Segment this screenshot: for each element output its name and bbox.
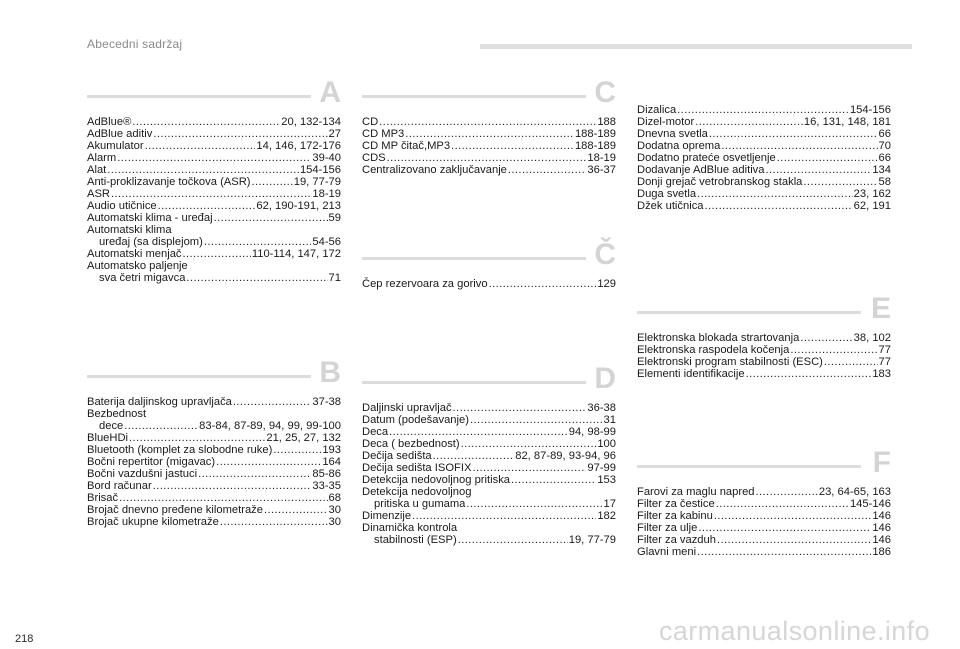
entry-list — [637, 486, 891, 558]
entry-list — [362, 116, 616, 176]
dot-leader — [746, 368, 872, 380]
dot-leader — [198, 468, 311, 480]
entry-pages: 188-189 — [574, 128, 616, 140]
entry-term: Elektronski program stabilnosti (ESC) — [637, 356, 823, 368]
index-entry — [87, 200, 341, 212]
index-entry — [362, 128, 616, 140]
entry-pages: 30 — [328, 504, 341, 516]
section-rule — [362, 257, 586, 260]
entry-pages: 145-146 — [849, 498, 891, 510]
dot-leader — [790, 344, 877, 356]
entry-pages: 71 — [328, 272, 341, 284]
entry-pages: 83-84, 87-89, 94, 99, 99-100 — [199, 420, 341, 432]
entry-term: Centralizovano zaključavanje — [362, 164, 507, 176]
section-rule — [637, 311, 861, 314]
dot-leader — [111, 188, 311, 200]
index-entry — [362, 498, 616, 510]
dot-leader — [824, 356, 878, 368]
entry-term: Filter za kabinu — [637, 510, 713, 522]
section-header — [637, 292, 891, 325]
entry-term: Elementi identifikacije — [637, 368, 745, 380]
section-letter: C — [594, 76, 616, 109]
dot-leader — [511, 474, 596, 486]
entry-term: uređaj (sa displejom) — [99, 236, 203, 248]
entry-term: Dodatna oprema — [637, 140, 721, 152]
index-entry — [87, 396, 341, 408]
index-entry — [362, 522, 616, 534]
dot-leader — [716, 498, 849, 510]
index-entry — [362, 140, 616, 152]
entry-pages: 21, 25, 27, 132 — [266, 432, 341, 444]
dot-leader — [461, 438, 597, 450]
entry-pages: 17 — [603, 498, 616, 510]
dot-leader — [698, 522, 871, 534]
entry-term: Elektronska blokada strartovanja — [637, 332, 800, 344]
entry-pages: 37-38 — [312, 396, 341, 408]
dot-leader — [233, 396, 311, 408]
index-entry — [87, 504, 341, 516]
entry-term: Datum (podešavanje) — [362, 414, 469, 426]
dot-leader — [470, 414, 603, 426]
dot-leader — [153, 128, 327, 140]
entry-term: dece — [99, 420, 124, 432]
entry-term: Filter za ulje — [637, 522, 698, 534]
entry-pages: 18-19 — [312, 188, 341, 200]
index-entry — [637, 164, 891, 176]
index-entry — [362, 510, 616, 522]
entry-term: Bezbednost — [87, 408, 147, 420]
entry-pages: 30 — [328, 516, 341, 528]
entry-pages: 134 — [872, 164, 891, 176]
section-header — [362, 238, 616, 271]
entry-term: Dodavanje AdBlue aditiva — [637, 164, 765, 176]
dot-leader — [695, 116, 803, 128]
dot-leader — [508, 164, 586, 176]
section-d-continued — [637, 104, 891, 212]
index-entry — [362, 152, 616, 164]
section-c-caron — [362, 238, 616, 290]
dot-leader — [145, 140, 256, 152]
entry-pages: 36-38 — [587, 402, 616, 414]
entry-term: Dečija sedišta ISOFIX — [362, 462, 472, 474]
index-entry — [87, 480, 341, 492]
dot-leader — [119, 492, 327, 504]
index-entry — [637, 116, 891, 128]
entry-pages: 66 — [878, 128, 891, 140]
section-letter: B — [319, 356, 341, 389]
section-c — [362, 76, 616, 176]
entry-term: Audio utičnice — [87, 200, 157, 212]
entry-term: Alat — [87, 164, 107, 176]
index-entry — [362, 534, 616, 546]
index-entry — [362, 164, 616, 176]
entry-term: Džek utičnica — [637, 200, 704, 212]
dot-leader — [777, 152, 878, 164]
index-entry — [637, 140, 891, 152]
entry-pages: 54-56 — [312, 236, 341, 248]
entry-pages: 82, 87-89, 93-94, 96 — [515, 450, 616, 462]
dot-leader — [717, 534, 871, 546]
index-entry — [87, 492, 341, 504]
entry-pages: 183 — [872, 368, 891, 380]
entry-pages: 39-40 — [312, 152, 341, 164]
entry-pages: 33-35 — [312, 480, 341, 492]
entry-pages: 154-156 — [849, 104, 891, 116]
entry-pages: 188-189 — [574, 140, 616, 152]
index-entry — [637, 534, 891, 546]
entry-pages: 14, 146, 172-176 — [256, 140, 341, 152]
entry-term: Donji grejač vetrobranskog stakla — [637, 176, 803, 188]
dot-leader — [273, 444, 321, 456]
entry-pages: 66 — [878, 152, 891, 164]
entry-pages: 16, 131, 148, 181 — [803, 116, 891, 128]
entry-term: Čep rezervoara za gorivo — [362, 278, 488, 290]
section-b — [87, 356, 341, 528]
entry-term: Automatski menjač — [87, 248, 182, 260]
entry-term: Filter za čestice — [637, 498, 715, 510]
index-entry — [87, 164, 341, 176]
entry-term: Deca — [362, 426, 389, 438]
entry-pages: 153 — [597, 474, 616, 486]
entry-pages: 23, 64-65, 163 — [818, 486, 891, 498]
entry-pages: 94, 98-99 — [568, 426, 616, 438]
index-entry — [87, 248, 341, 260]
index-entry — [637, 344, 891, 356]
dot-leader — [697, 546, 871, 558]
entry-pages: 38, 102 — [853, 332, 891, 344]
entry-pages: 110-114, 147, 172 — [251, 248, 341, 260]
entry-pages: 97-99 — [587, 462, 616, 474]
section-rule — [637, 465, 861, 468]
index-entry — [362, 438, 616, 450]
index-entry — [362, 450, 616, 462]
entry-term: Farovi za maglu napred — [637, 486, 755, 498]
index-entry — [362, 414, 616, 426]
index-entry — [637, 368, 891, 380]
section-rule — [362, 381, 586, 384]
dot-leader — [709, 128, 878, 140]
entry-pages: 31 — [603, 414, 616, 426]
entry-pages: 154-156 — [299, 164, 341, 176]
dot-leader — [697, 188, 853, 200]
page-header-title: Abecedni sadržaj — [87, 37, 183, 51]
index-entry — [87, 188, 341, 200]
dot-leader — [714, 510, 871, 522]
entry-pages: 188 — [597, 116, 616, 128]
entry-pages: 146 — [872, 522, 891, 534]
dot-leader — [107, 164, 299, 176]
dot-leader — [124, 420, 198, 432]
entry-pages: 19, 77-79 — [293, 176, 341, 188]
entry-pages: 100 — [597, 438, 616, 450]
section-letter: A — [319, 76, 341, 109]
dot-leader — [220, 516, 328, 528]
entry-term: Automatski klima — [87, 224, 172, 236]
entry-pages: 20, 132-134 — [281, 116, 341, 128]
index-entry — [637, 176, 891, 188]
entry-pages: 62, 191 — [853, 200, 891, 212]
entry-pages: 18-19 — [587, 152, 616, 164]
index-entry — [637, 152, 891, 164]
index-entry — [362, 474, 616, 486]
dot-leader — [412, 510, 596, 522]
entry-term: CDS — [362, 152, 386, 164]
dot-leader — [433, 450, 515, 462]
section-d — [362, 362, 616, 546]
index-entry — [362, 486, 616, 498]
entry-pages: 70 — [878, 140, 891, 152]
entry-list — [362, 402, 616, 546]
entry-pages: 146 — [872, 510, 891, 522]
dot-leader — [132, 116, 280, 128]
dot-leader — [803, 176, 877, 188]
entry-term: AdBlue aditiv — [87, 128, 153, 140]
entry-term: Dnevna svetla — [637, 128, 708, 140]
section-rule — [362, 95, 586, 98]
index-entry — [362, 402, 616, 414]
section-header — [87, 76, 341, 109]
index-entry — [637, 546, 891, 558]
entry-pages: 193 — [322, 444, 341, 456]
dot-leader — [451, 140, 574, 152]
index-entry — [637, 356, 891, 368]
dot-leader — [466, 498, 602, 510]
index-entry — [87, 152, 341, 164]
entry-pages: 23, 162 — [853, 188, 891, 200]
entry-pages: 77 — [878, 344, 891, 356]
entry-term: Dizalica — [637, 104, 677, 116]
section-header — [362, 76, 616, 109]
entry-term: Detekcija nedovoljnog pritiska — [362, 474, 511, 486]
dot-leader — [117, 152, 311, 164]
index-entry — [637, 510, 891, 522]
entry-list — [637, 332, 891, 380]
section-header — [637, 446, 891, 479]
index-entry — [87, 516, 341, 528]
section-header — [87, 356, 341, 389]
index-entry — [87, 224, 341, 236]
index-entry — [637, 128, 891, 140]
entry-term: Dodatno prateće osvetljenje — [637, 152, 776, 164]
entry-list — [87, 396, 341, 528]
entry-term: Bord računar — [87, 480, 152, 492]
index-entry — [87, 272, 341, 284]
index-entry — [362, 116, 616, 128]
entry-pages: 77 — [878, 356, 891, 368]
entry-pages: 62, 190-191, 213 — [256, 200, 341, 212]
entry-pages: 58 — [878, 176, 891, 188]
entry-pages: 68 — [328, 492, 341, 504]
entry-term: Duga svetla — [637, 188, 697, 200]
entry-term: Dinamička kontrola — [362, 522, 458, 534]
dot-leader — [800, 332, 852, 344]
dot-leader — [489, 278, 597, 290]
page-number: 218 — [15, 633, 34, 645]
dot-leader — [705, 200, 853, 212]
index-entry — [637, 522, 891, 534]
section-letter: D — [594, 362, 616, 395]
dot-leader — [677, 104, 849, 116]
dot-leader — [204, 236, 312, 248]
index-entry — [87, 212, 341, 224]
index-entry — [637, 486, 891, 498]
entry-term: BlueHDi — [87, 432, 129, 444]
entry-term: Filter za vazduh — [637, 534, 716, 546]
entry-term: Brisač — [87, 492, 119, 504]
dot-leader — [214, 212, 328, 224]
entry-term: CD MP3 — [362, 128, 405, 140]
index-entry — [87, 176, 341, 188]
entry-term: Anti-proklizavanje točkova (ASR) — [87, 176, 251, 188]
index-entry — [362, 426, 616, 438]
entry-term: Brojač ukupne kilometraže — [87, 516, 219, 528]
entry-pages: 59 — [328, 212, 341, 224]
dot-leader — [183, 248, 251, 260]
entry-term: Alarm — [87, 152, 117, 164]
section-header — [362, 362, 616, 395]
entry-term: pritiska u gumama — [374, 498, 466, 510]
entry-term: Brojač dnevno pređene kilometraže — [87, 504, 263, 516]
entry-term: sva četri migavca — [99, 272, 186, 284]
index-entry — [87, 456, 341, 468]
watermark: carmanualsonline.info — [658, 616, 930, 646]
section-a — [87, 76, 341, 284]
dot-leader — [153, 480, 312, 492]
dot-leader — [721, 140, 877, 152]
dot-leader — [458, 534, 568, 546]
index-entry — [87, 128, 341, 140]
index-entry — [637, 200, 891, 212]
entry-term: CD — [362, 116, 379, 128]
entry-pages: 36-37 — [587, 164, 616, 176]
index-entry — [87, 432, 341, 444]
entry-pages: 164 — [322, 456, 341, 468]
index-entry — [87, 468, 341, 480]
section-letter: F — [872, 446, 891, 479]
entry-term: Detekcija nedovoljnog — [362, 486, 472, 498]
index-entry — [87, 140, 341, 152]
entry-pages: 129 — [597, 278, 616, 290]
entry-term: CD MP čitač,MP3 — [362, 140, 451, 152]
section-f — [637, 446, 891, 558]
entry-term: ASR — [87, 188, 111, 200]
dot-leader — [405, 128, 574, 140]
entry-list — [87, 116, 341, 284]
entry-term: Bočni repertitor (migavac) — [87, 456, 216, 468]
dot-leader — [756, 486, 818, 498]
entry-term: Bluetooth (komplet za slobodne ruke) — [87, 444, 273, 456]
entry-pages: 146 — [872, 534, 891, 546]
dot-leader — [186, 272, 327, 284]
dot-leader — [252, 176, 293, 188]
entry-term: Dimenzije — [362, 510, 412, 522]
entry-term: Dizel-motor — [637, 116, 695, 128]
index-entry — [87, 420, 341, 432]
section-rule — [87, 375, 311, 378]
index-entry — [87, 236, 341, 248]
section-e — [637, 292, 891, 380]
index-entry — [362, 462, 616, 474]
entry-pages: 186 — [872, 546, 891, 558]
entry-term: Akumulator — [87, 140, 144, 152]
index-entry — [637, 188, 891, 200]
entry-term: Baterija daljinskog upravljača — [87, 396, 232, 408]
index-entry — [87, 116, 341, 128]
entry-list — [637, 104, 891, 212]
header-bar — [480, 44, 912, 49]
entry-pages: 85-86 — [312, 468, 341, 480]
index-entry — [637, 104, 891, 116]
index-entry — [87, 260, 341, 272]
index-entry — [87, 444, 341, 456]
index-entry — [362, 278, 616, 290]
entry-term: AdBlue® — [87, 116, 132, 128]
entry-term: Automatski klima - uređaj — [87, 212, 213, 224]
dot-leader — [129, 432, 265, 444]
entry-term: Deca ( bezbednost) — [362, 438, 460, 450]
entry-pages: 19, 77-79 — [568, 534, 616, 546]
dot-leader — [264, 504, 328, 516]
dot-leader — [158, 200, 256, 212]
entry-pages: 182 — [597, 510, 616, 522]
entry-term: Dečija sedišta — [362, 450, 432, 462]
index-entry — [87, 408, 341, 420]
section-letter: Č — [594, 238, 616, 271]
section-rule — [87, 95, 311, 98]
entry-term: Daljinski upravljač — [362, 402, 452, 414]
dot-leader — [389, 426, 568, 438]
entry-term: Automatsko paljenje — [87, 260, 188, 272]
entry-term: Bočni vazdušni jastuci — [87, 468, 198, 480]
index-entry — [637, 332, 891, 344]
entry-pages: 27 — [328, 128, 341, 140]
dot-leader — [472, 462, 586, 474]
dot-leader — [379, 116, 596, 128]
dot-leader — [216, 456, 321, 468]
entry-term: stabilnosti (ESP) — [374, 534, 457, 546]
dot-leader — [453, 402, 587, 414]
entry-list — [362, 278, 616, 290]
section-letter: E — [870, 292, 891, 325]
index-entry — [637, 498, 891, 510]
entry-term: Elektronska raspodela kočenja — [637, 344, 790, 356]
dot-leader — [387, 152, 587, 164]
entry-term: Glavni meni — [637, 546, 697, 558]
dot-leader — [766, 164, 872, 176]
